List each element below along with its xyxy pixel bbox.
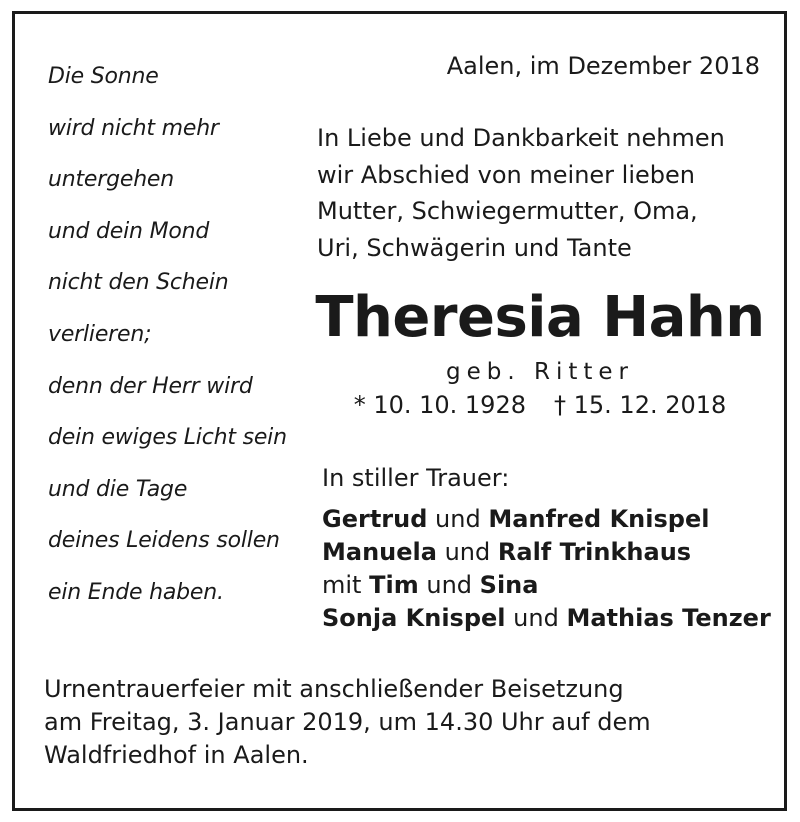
poem-line: wird nicht mehr xyxy=(48,115,219,141)
service-info xyxy=(44,673,651,772)
poem-line: und dein Mond xyxy=(48,218,210,244)
life-dates xyxy=(275,391,800,419)
intro-text xyxy=(317,120,767,266)
service-line: am Freitag, 3. Januar 2019, um 14.30 Uhr auf dem xyxy=(44,708,651,736)
service-line: Urnentrauerfeier mit anschließender Beisetzung xyxy=(44,675,624,703)
poem-line: denn der Herr wird xyxy=(48,373,253,399)
mourner-line xyxy=(322,602,771,635)
mourning-label: In stiller Trauer: xyxy=(322,464,510,492)
service-line: Waldfriedhof in Aalen. xyxy=(44,741,309,769)
intro-line: Uri, Schwägerin und Tante xyxy=(317,233,632,262)
poem-line: verlieren; xyxy=(48,321,152,347)
mourner-name: Manfred Knispel xyxy=(488,505,710,533)
poem-line: ein Ende haben. xyxy=(48,579,224,605)
intro-line: In Liebe und Dankbarkeit nehmen xyxy=(317,124,725,152)
joiner-text: und xyxy=(435,505,481,533)
poem-line: und die Tage xyxy=(48,476,188,502)
birth-date: * 10. 10. 1928 xyxy=(353,391,526,419)
mourner-name: Sonja Knispel xyxy=(322,604,506,632)
deceased-name: Theresia Hahn xyxy=(315,285,765,350)
mourner-name: Manuela xyxy=(322,538,437,566)
mourner-name: Gertrud xyxy=(322,505,428,533)
mourner-name: Sina xyxy=(479,571,539,599)
mourner-line xyxy=(322,536,771,569)
poem-line: dein ewiges Licht sein xyxy=(48,425,287,451)
mourner-line xyxy=(322,503,771,536)
poem-line: deines Leidens sollen xyxy=(48,528,280,554)
poem-line: Die Sonne xyxy=(48,64,159,89)
obituary-card xyxy=(12,11,787,811)
mourner-name: Ralf Trinkhaus xyxy=(497,538,692,566)
joiner-text: und xyxy=(426,571,473,599)
mourner-name: Tim xyxy=(369,571,419,599)
place-date: Aalen, im Dezember 2018 xyxy=(446,52,760,80)
poem-line: nicht den Schein xyxy=(48,270,229,296)
death-date: † 15. 12. 2018 xyxy=(554,391,727,419)
joiner-text: und xyxy=(513,604,559,632)
mourners-list xyxy=(322,503,771,635)
intro-line: Mutter, Schwiegermutter, Oma, xyxy=(317,197,698,225)
intro-line: wir Abschied von meiner lieben xyxy=(317,160,695,189)
mourner-line xyxy=(322,569,771,602)
mourner-name: Mathias Tenzer xyxy=(566,604,771,632)
poem-line: untergehen xyxy=(48,167,175,193)
maiden-name: geb. Ritter xyxy=(446,359,634,385)
prefix-text: mit xyxy=(322,571,362,599)
joiner-text: und xyxy=(444,538,491,566)
